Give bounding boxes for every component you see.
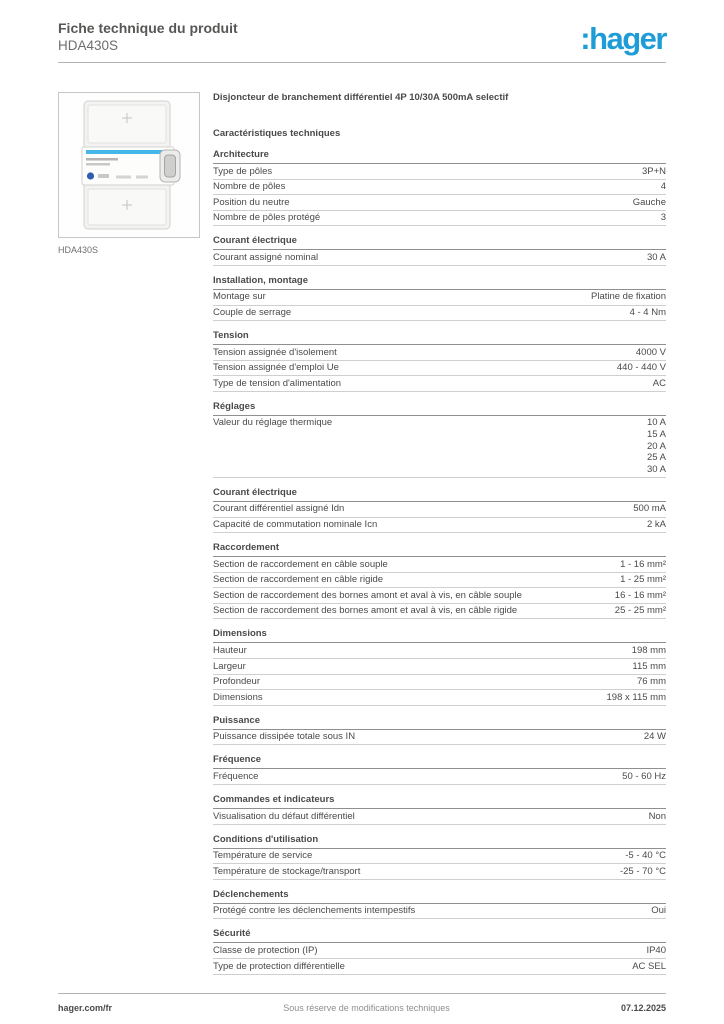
- spec-section: [213, 266, 666, 321]
- spec-value: 3: [660, 212, 666, 224]
- section-title: Courant électrique: [213, 478, 666, 502]
- section-title: Sécurité: [213, 919, 666, 943]
- spec-section: [213, 706, 666, 746]
- footer-date: 07.12.2025: [620, 1003, 666, 1013]
- device-test-button: [87, 172, 94, 179]
- spec-label: Tension assignée d'emploi Ue: [213, 362, 339, 374]
- spec-label: Hauteur: [213, 644, 247, 656]
- spec-row: [213, 675, 666, 691]
- section-title: Dimensions: [213, 619, 666, 643]
- page-header: [58, 19, 666, 56]
- spec-row: [213, 588, 666, 604]
- spec-label: Fréquence: [213, 770, 259, 782]
- spec-row: [213, 604, 666, 620]
- spec-value: 4 - 4 Nm: [629, 307, 666, 319]
- spec-value: 1 - 16 mm²: [620, 558, 666, 570]
- spec-value: 76 mm: [636, 676, 666, 688]
- section-title: Installation, montage: [213, 266, 666, 290]
- characteristics-heading: Caractéristiques techniques: [213, 128, 341, 139]
- spec-label: Visualisation du défaut différentiel: [213, 810, 355, 822]
- spec-row: [213, 904, 666, 920]
- spec-row: [213, 250, 666, 266]
- spec-value: 2 kA: [646, 519, 666, 530]
- spec-value: -25 - 70 °C: [619, 865, 666, 877]
- footer-url: hager.com/fr: [58, 1003, 113, 1013]
- title-block: [58, 19, 238, 55]
- section-title: Déclenchements: [213, 880, 666, 904]
- spec-value: 4: [660, 181, 666, 193]
- spec-row: [213, 518, 666, 534]
- device-top-cover: [88, 105, 166, 143]
- spec-value: 50 - 60 Hz: [622, 770, 666, 782]
- spec-row: [213, 730, 666, 746]
- spec-label: Section de raccordement en câble souple: [213, 558, 388, 570]
- section-title: Raccordement: [213, 533, 666, 557]
- spec-value: IP40: [646, 944, 666, 956]
- spec-section: [213, 619, 666, 705]
- spec-label: Courant différentiel assigné Idn: [213, 503, 345, 515]
- spec-label: Température de service: [213, 850, 313, 862]
- spec-row: [213, 690, 666, 706]
- spec-section: [213, 825, 666, 880]
- spec-value: 4000 V: [635, 346, 666, 358]
- spec-value: Non: [648, 810, 666, 822]
- spec-row: [213, 573, 666, 589]
- spec-row: [213, 164, 666, 180]
- product-image-column: [58, 92, 200, 255]
- spec-section: [213, 880, 666, 920]
- spec-label: Profondeur: [213, 676, 261, 688]
- spec-value: 1 - 25 mm²: [620, 574, 666, 586]
- circuit-breaker-illustration: [68, 98, 190, 232]
- spec-label: Courant assigné nominal: [213, 251, 319, 263]
- spec-value: 198 x 115 mm: [606, 691, 666, 703]
- product-image: [58, 92, 200, 238]
- spec-section: [213, 533, 666, 619]
- spec-value: 25 - 25 mm²: [614, 605, 666, 617]
- page-footer: [58, 993, 666, 1013]
- spec-label: Type de tension d'alimentation: [213, 377, 342, 389]
- product-code: HDA430S: [58, 38, 119, 53]
- spec-section: [213, 919, 666, 974]
- spec-value: 30 A: [646, 251, 666, 263]
- spec-label: Nombre de pôles: [213, 181, 286, 193]
- section-title: Courant électrique: [213, 226, 666, 250]
- spec-row: [213, 180, 666, 196]
- spec-label: Capacité de commutation nominale Icn: [213, 519, 378, 530]
- spec-label: Montage sur: [213, 291, 266, 303]
- section-title: Tension: [213, 321, 666, 345]
- spec-row: [213, 211, 666, 227]
- spec-value: 440 - 440 V: [616, 362, 666, 374]
- section-title: Architecture: [213, 140, 666, 164]
- spec-sections: [213, 140, 666, 975]
- spec-row: [213, 849, 666, 865]
- spec-section: [213, 321, 666, 392]
- page-title: Fiche technique du produit: [58, 20, 238, 36]
- spec-value: 24 W: [643, 731, 666, 743]
- device-blue-stripe: [86, 150, 162, 154]
- spec-value: 198 mm: [631, 644, 666, 656]
- spec-row: [213, 943, 666, 959]
- footer-disclaimer: Sous réserve de modifications techniques: [283, 1003, 450, 1013]
- spec-value: Platine de fixation: [591, 291, 666, 303]
- spec-label: Dimensions: [213, 691, 263, 703]
- spec-row: [213, 376, 666, 392]
- spec-value: 16 - 16 mm²: [614, 589, 666, 601]
- section-title: Réglages: [213, 392, 666, 416]
- spec-row: [213, 643, 666, 659]
- spec-row: [213, 416, 666, 478]
- spec-label: Classe de protection (IP): [213, 944, 318, 956]
- spec-label: Position du neutre: [213, 196, 290, 208]
- spec-value: Gauche: [632, 196, 666, 208]
- spec-label: Température de stockage/transport: [213, 865, 361, 877]
- spec-row: [213, 557, 666, 573]
- spec-label: Largeur: [213, 660, 246, 672]
- spec-label: Valeur du réglage thermique: [213, 417, 333, 429]
- spec-label: Couple de serrage: [213, 307, 292, 319]
- section-title: Conditions d'utilisation: [213, 825, 666, 849]
- spec-row: [213, 195, 666, 211]
- product-image-caption: HDA430S: [58, 245, 99, 255]
- device-handle: [165, 155, 176, 177]
- section-title: Commandes et indicateurs: [213, 785, 666, 809]
- spec-section: [213, 226, 666, 266]
- spec-label: Section de raccordement des bornes amont et aval à vis, en câble souple: [213, 589, 522, 601]
- spec-row: [213, 959, 666, 975]
- spec-row: [213, 306, 666, 322]
- spec-row: [213, 361, 666, 377]
- spec-section: [213, 392, 666, 478]
- spec-value: -5 - 40 °C: [625, 850, 666, 862]
- spec-row: [213, 345, 666, 361]
- spec-value: Oui: [651, 905, 666, 917]
- spec-row: [213, 290, 666, 306]
- header-divider: [58, 62, 666, 63]
- spec-label: Section de raccordement en câble rigide: [213, 574, 384, 586]
- hager-logo: :hager: [580, 21, 666, 56]
- section-title: Puissance: [213, 706, 666, 730]
- spec-label: Puissance dissipée totale sous IN: [213, 731, 356, 743]
- spec-label: Type de protection différentielle: [213, 960, 345, 972]
- spec-value: 3P+N: [641, 165, 666, 177]
- spec-label: Type de pôles: [213, 165, 273, 177]
- spec-value: 10 A 15 A 20 A 25 A 30 A: [646, 417, 666, 475]
- content-column: [213, 92, 666, 975]
- spec-label: Tension assignée d'isolement: [213, 346, 337, 358]
- spec-label: Section de raccordement des bornes amont et aval à vis, en câble rigide: [213, 605, 518, 617]
- spec-row: [213, 864, 666, 880]
- spec-section: [213, 478, 666, 533]
- product-title: Disjoncteur de branchement différentiel 4P 10/30A 500mA selectif: [213, 92, 509, 103]
- spec-section: [213, 140, 666, 226]
- spec-section: [213, 745, 666, 785]
- spec-label: Nombre de pôles protégé: [213, 212, 321, 224]
- spec-row: [213, 659, 666, 675]
- spec-row: [213, 809, 666, 825]
- spec-row: [213, 769, 666, 785]
- section-title: Fréquence: [213, 745, 666, 769]
- spec-section: [213, 785, 666, 825]
- spec-label: Protégé contre les déclenchements intempestifs: [213, 905, 416, 917]
- spec-value: AC SEL: [632, 960, 666, 972]
- spec-value: 500 mA: [633, 503, 666, 515]
- spec-value: AC: [652, 377, 666, 389]
- spec-value: 115 mm: [632, 660, 666, 672]
- spec-row: [213, 502, 666, 518]
